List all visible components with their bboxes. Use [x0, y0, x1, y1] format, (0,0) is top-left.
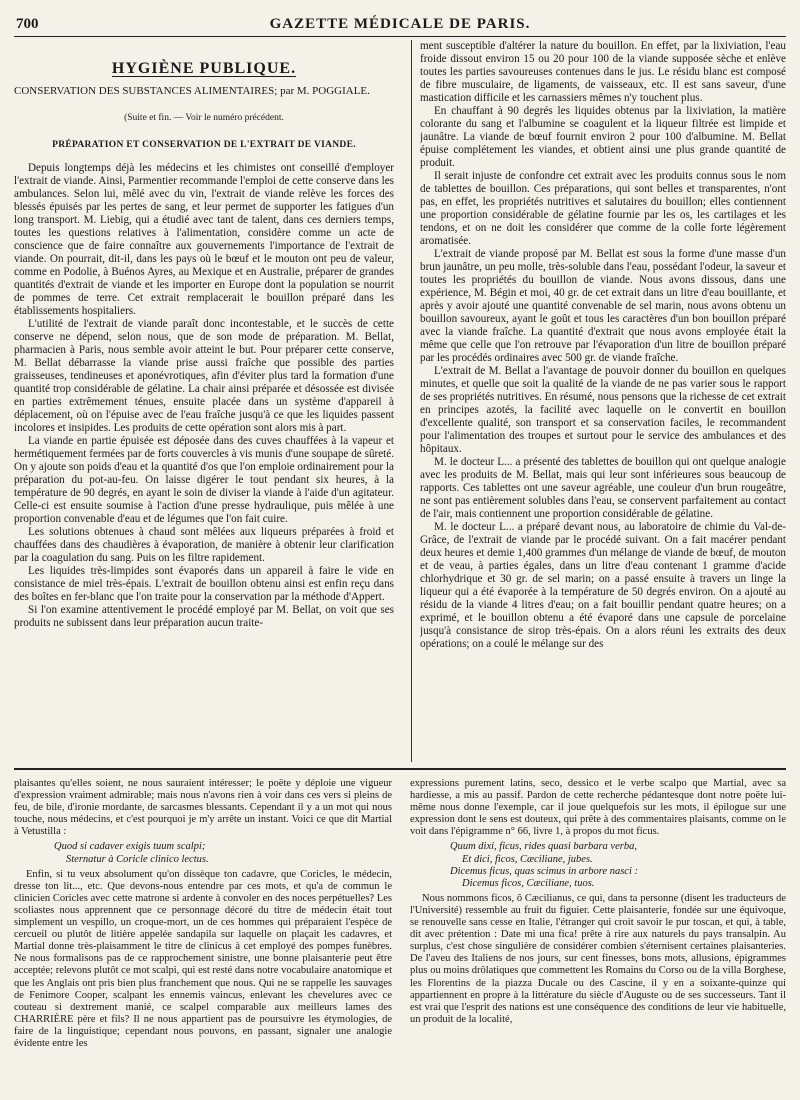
verse-line: Dicemus ficos, Cæciliane, tuos.	[462, 877, 595, 889]
article-right-column	[420, 40, 786, 651]
paragraph: M. le docteur L... a préparé devant nous, au laboratoire de chimie du Val-de-Grâce, de l'extrait de viande par le procédé suivant. On a fait macérer pendant deux heures et demie 1,400 grammes d'un mélange de viande de bœuf, de mouton et de veau, à parties égales, dans un litre d'eau contenant 1 gramme d'acide chlorhydrique et 30 gr. de sel marin; on a passé ensuite à travers un linge la liqueur qui a été évaporée à la température de 50 degrés environ. On a ajouté au résidu de la viande 4 litres d'eau; on a fait bouillir pendant quatre heures; on a exprimé, et le bouillon obtenu a été évaporé dans une capsule de porcelaine jusqu'à consistance de sirop très-épais. On a alors réuni les extraits des deux opérations; on a coulé le mélange sur des	[420, 521, 786, 650]
verse-line: Quum dixi, ficus, rides quasi barbara verba,	[450, 841, 637, 853]
verse-line: Dicemus ficus, quas scimus in arbore nasci :	[450, 865, 639, 877]
paragraph: Il serait injuste de confondre cet extrait avec les produits connus sous le nom de tablettes de bouillon. Ces préparations, qui sont belles et transparentes, n'ont pas, en effet, les propriétés nutritives et salutaires du bouillon; elles contiennent une proportion considérable de gélatine fournie par les os, les cartilages et les tendons, et on ne doit les considérer que comme de la colle forte légèrement aromatisée.	[420, 170, 786, 247]
paragraph: L'extrait de M. Bellat a l'avantage de pouvoir donner du bouillon en quelques minutes, et quelle que soit la qualité de la viande de ne pas varier sous le rapport de ses propriétés nutritives. En résumé, nous pensons que la richesse de cet extrait en principes azotés, la facilité avec laquelle on le convertit en bouillon d'excellente qualité, son transport et sa conservation faciles, le recommandent pour l'alimentation des troupes et surtout pour le service des ambulances et des hôpitaux.	[420, 365, 786, 455]
continuation-note: (Suite et fin. — Voir le numéro précédent.	[124, 113, 284, 123]
latin-verse	[410, 841, 786, 889]
latin-verse	[14, 841, 392, 865]
article-section	[14, 40, 786, 762]
paragraph: L'utilité de l'extrait de viande paraît donc incontestable, et le succès de cette conserve ne dépend, selon nous, que de son mode de préparation. M. Bellat, pharmacien à Paris, nous semble avoir atteint le but. Pour préparer cette conserve, M. Bellat débarrasse la viande prise aussi fraîche que possible des parties graisseuses, tendineuses et aponévrotiques, afin d'éviter plus tard la formation d'une quantité trop considérable de gélatine. La chair ainsi préparée et désossée est divisée en parties extrêmement ténues, ensuite placée dans un système d'appareil à déplacement, où on l'épuise avec de l'eau fraîche jusqu'à ce que les liquides passent incolores et insipides. Les produits de cette opération sont alors mis à part.	[14, 318, 394, 434]
section-title: HYGIÈNE PUBLIQUE.	[111, 60, 297, 77]
column-divider	[411, 40, 412, 762]
running-header	[14, 14, 786, 37]
verse-line: Sternatur à Coricle clinico lectus.	[66, 853, 209, 865]
paragraph: Les solutions obtenues à chaud sont mêlées aux liqueurs préparées à froid et chauffées dans des chaudières à évaporation, de manière à obtenir leur clarification par la coagulation du sang. Puis on les filtre rapidement.	[14, 526, 394, 564]
article-author: par M. POGGIALE.	[280, 85, 370, 97]
paragraph: plaisantes qu'elles soient, ne nous sauraient intéresser; le poëte y déploie une vigueur d'expression vraiment admirable; mais nous n'avons rien à voir dans ces vers si pleins de feu, de bile, d'ironie mordante, de sarcasmes blessants. Cependant il y a un mot qui nous touche, nous médecins, et c'est pourquoi je m'y arrête un instant. Voici ce que dit Martial à Vetustilla :	[14, 778, 392, 838]
verse-line: Et dici, ficos, Cæciliane, jubes.	[462, 853, 593, 865]
feuilleton-section	[14, 778, 786, 1094]
paragraph: ment susceptible d'altérer la nature du bouillon. En effet, par la lixiviation, l'eau froide dissout environ 15 ou 20 pour 100 de la viande supposée sèche et enlève toutes les parties savoureuses contenues dans le jus. Le résidu blanc est composé de fibre musculaire, de ligaments, de vaisseaux, etc. Il est sans saveur, d'une mastication difficile et les carnassiers mêmes n'y touchent plus.	[420, 40, 786, 104]
paragraph: M. le docteur L... a présenté des tablettes de bouillon qui ont quelque analogie avec les produits de M. Bellat, mais qui leur sont inférieures sous beaucoup de rapports. Ces tablettes ont une saveur agréable, une couleur d'un brun rougeâtre, ne sont pas entièrement solubles dans l'eau, se conservent parfaitement au contact de l'air, mais contiennent une proportion considérable de gélatine.	[420, 456, 786, 520]
paragraph: La viande en partie épuisée est déposée dans des cuves chauffées à la vapeur et hermétiquement fermées par de forts couvercles à vis munis d'une soupape de sûreté. On y ajoute son poids d'eau et la quantité d'os que l'on emploie ordinairement pour la préparation du pot-au-feu. On laisse digérer le tout pendant six heures, à la température de 90 degrés, en ayant le soin de diviser la viande à l'aide d'un agitateur. Celle-ci est ensuite soumise à l'action d'une presse hydraulique, puis mêlée à une proportion convenable d'eau et de légumes que l'on fait cuire.	[14, 435, 394, 525]
paragraph: Si l'on examine attentivement le procédé employé par M. Bellat, on voit que ses produits ne subissent dans leur préparation aucun traite-	[14, 604, 394, 629]
paragraph: Depuis longtemps déjà les médecins et les chimistes ont conseillé d'employer l'extrait de viande. Ainsi, Parmentier recommande l'emploi de cette conserve dans les ambulances. Selon lui, mêlé avec du vin, l'extrait de viande relève les forces des blessés épuisés par les pertes de sang, et leur permet de supporter les fatigues d'un long transport. M. Liebig, qui a étudié avec tant de talent, dans ces derniers temps, toutes les questions relatives à l'alimentation, considère comme un acte de conscience que de faire connaître aux gouvernements l'importance de l'extrait de viande. On pourrait, dit-il, dans les pays où le bœuf et le mouton ont peu de valeur, comme en Podolie, à Buénos Ayres, au Mexique et en Australie, préparer de grandes quantités d'extrait de viande et les importer en Europe dont la population se nourrit de pommes de terre. Cet extrait remplacerait le bouillon préparé dans les établissements hospitaliers.	[14, 162, 394, 317]
paragraph: expressions purement latins, seco, dessico et le verbe scalpo que Martial, avec sa hardiesse, a mis au passif. Pardon de cette recherche pédantesque dont notre poëte lui-même nous donne l'exemple, car il joue quelquefois sur les mots, il épilogue sur une expression dont le sens est douteux, qui prête à des commentaires plaisants, comme on le voit dans l'épigramme n° 66, livre 1, à propos du mot ficus.	[410, 778, 786, 838]
verse-line: Quod si cadaver exigis tuum scalpi;	[54, 841, 206, 853]
feuilleton-right-column	[410, 778, 786, 1026]
article-left-column	[14, 40, 394, 630]
page-number: 700	[16, 16, 39, 32]
paragraph: Les liquides très-limpides sont évaporés dans un appareil à faire le vide en consistance de miel très-épais. L'extrait de bouillon obtenu ainsi est enfin reçu dans des boîtes en fer-blanc que l'on traite pour la conservation par la méthode d'Appert.	[14, 565, 394, 603]
article-subtitle	[14, 85, 394, 98]
feuilleton-divider	[14, 768, 786, 770]
paragraph: L'extrait de viande proposé par M. Bellat est sous la forme d'une masse d'un brun jaunâtre, un peu molle, très-soluble dans l'eau, possédant l'odeur, la saveur et toutes les propriétés du bouillon de viande. Nous avons dissous, dans une expérience, M. Bégin et moi, 40 gr. de cet extrait dans un litre d'eau bouillante, et après y avoir ajouté une quantité convenable de sel marin, nous avons obtenu un bouillon savoureux, ayant le goût et tous les caractères d'un bon bouillon préparé avec la viande fraîche. La quantité d'extrait que nous avons employée était la même que celle que l'on retrouve par l'évaporation d'un litre de bouillon préparé par les procédés ordinaires avec 500 gr. de viande fraîche.	[420, 248, 786, 364]
journal-title: GAZETTE MÉDICALE DE PARIS.	[269, 16, 531, 32]
feuilleton-left-column	[14, 778, 392, 1050]
paragraph: Nous nommons ficos, ô Cæcilianus, ce qui, dans ta personne (disent les traducteurs de l'Université) ressemble au fruit du figuier. Cette plaisanterie, fondée sur une équivoque, se renouvelle sans cesse en Italie, l'étranger qui croit savoir le pur toscan, et qui, à table, dit avec prétention : Date mi una fica! prête à rire aux naturels du pays transalpin. Au surplus, c'est chose singulière de considérer combien s'éternisent certaines plaisanteries. De l'aveu des Italiens de nos jours, sur cent finesses, bons mots, allusions, épigrammes plus ou moins drôlatiques que commettent les Romains du Corso ou de la villa Borghese, les Florentins de la piazza Ducale ou des Cascine, il y en a soixante-quinze qui appartiennent en propre à la littérature du siècle d'Auguste ou de ses successeurs. Tant il est vrai que l'esprit des nations est une conséquence des conditions de leur vie habituelle, un produit de la localité,	[410, 892, 786, 1025]
section-heading: PRÉPARATION ET CONSERVATION DE L'EXTRAIT DE VIANDE.	[52, 140, 356, 150]
article-subtitle-text: CONSERVATION DES SUBSTANCES ALIMENTAIRES;	[14, 85, 278, 97]
paragraph: Enfin, si tu veux absolument qu'on dissèque ton cadavre, que Coricles, le médecin, dresse ton lit..., etc. Que devons-nous entendre par ces mots, et qu'a de commun le clinicien Coricles avec cette matrone si ardente à convoler en des noces perpétuelles? Les scoliastes nous apprennent que ce personnage décoré du titre de médecin était tout simplement un vespillo, un croque-mort, un de ces hommes qui préparaient l'espèce de cercueil ou plutôt de litière appelée sandapila sur laquelle on plaçait les cadavres, et Martial donne très-plaisamment le titre de clinicus à cet employé des pompes funèbres. Ne nous formalisons pas de ce rapprochement sinistre, une bonne plaisanterie peut être acceptée; relevons plutôt ce mot scalpi, qui est resté dans notre vocabulaire anatomique et que les Anglais ont pris bien plus franchement que nous. Qui ne se rappelle les sauvages de Fenimore Cooper, scalpant les ennemis vaincus, enlevant les chevelures avec ce couteau si dextrement manié, ce scalpel comparable aux meilleurs lames des CHARRIÈRE père et fils? Il ne nous appartient pas de poursuivre les étymologies, de faire de la linguistique; cependant nous pouvons, en passant, signaler une analogie évidente entre les	[14, 868, 392, 1049]
paragraph: En chauffant à 90 degrés les liquides obtenus par la lixiviation, la matière colorante du sang et l'albumine se coagulent et la liqueur filtrée est limpide et jaunâtre. La viande de bœuf fournit environ 2 pour 100 d'albumine. M. Bellat épuise complétement les viandes, et obtient ainsi une plus grande quantité de produit.	[420, 105, 786, 169]
